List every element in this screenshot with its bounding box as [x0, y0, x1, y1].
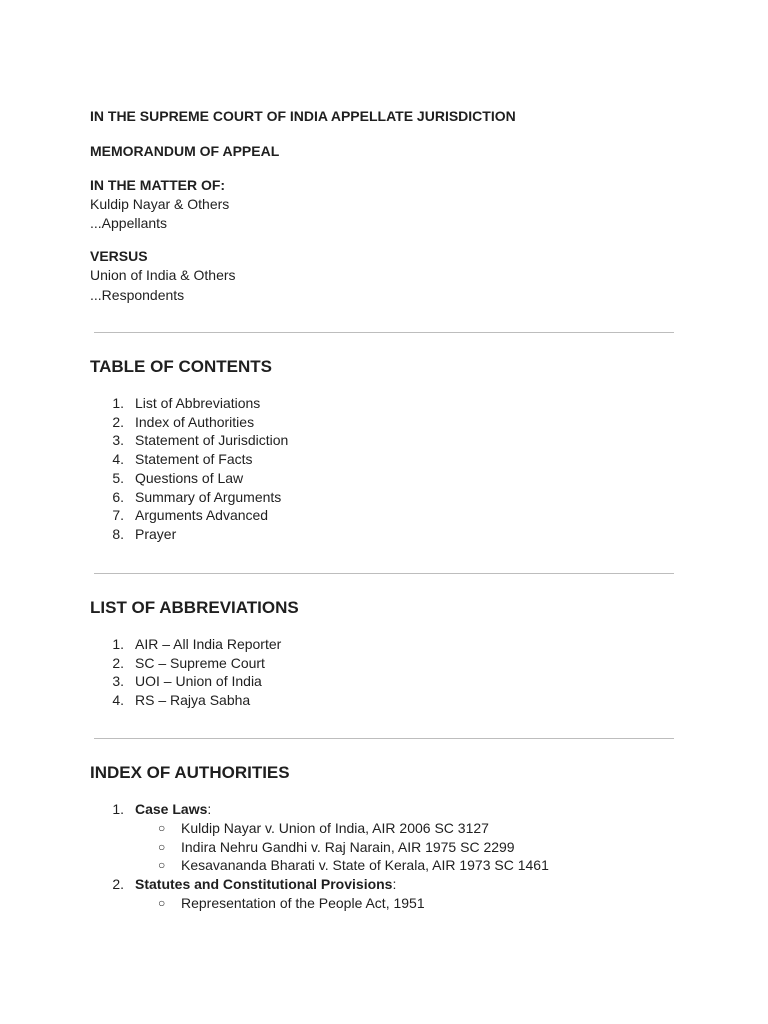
toc-number: 8.: [112, 525, 124, 542]
court-heading: IN THE SUPREME COURT OF INDIA APPELLATE JURISDICTION: [90, 108, 516, 124]
appellants-role: ...Appellants: [90, 215, 168, 231]
authority-group-suffix: :: [207, 801, 212, 817]
bullet-icon: ○: [158, 839, 166, 854]
authority-group-number: 2.: [112, 876, 124, 893]
abbreviation-item: UOI – Union of India: [135, 673, 262, 690]
respondents-name: Union of India & Others: [90, 267, 236, 283]
abbreviation-item: RS – Rajya Sabha: [135, 692, 251, 709]
abbreviation-number: 4.: [112, 692, 124, 709]
toc-number: 4.: [112, 451, 124, 468]
toc-item: List of Abbreviations: [135, 395, 261, 411]
toc-item: Prayer: [135, 525, 177, 542]
matter-label: IN THE MATTER OF:: [90, 177, 226, 193]
toc-number: 7.: [112, 507, 124, 524]
abbreviation-number: 1.: [112, 636, 124, 652]
section-divider: [94, 332, 674, 333]
authority-group-label: Case Laws: [135, 801, 208, 817]
toc-number: 5.: [112, 469, 124, 486]
respondents-role: ...Respondents: [90, 287, 185, 303]
toc-number: 2.: [112, 413, 124, 430]
authority-group-label: Statutes and Constitutional Provisions: [135, 876, 393, 893]
authority-group-suffix: :: [392, 876, 397, 893]
bullet-icon: ○: [158, 820, 166, 835]
authority-group-heading: [135, 875, 396, 894]
bullet-icon: ○: [158, 896, 166, 910]
document-type-heading: MEMORANDUM OF APPEAL: [90, 143, 280, 159]
authority-item: Indira Nehru Gandhi v. Raj Narain, AIR 1975 SC 2299: [181, 838, 515, 855]
section-divider: [94, 738, 674, 739]
toc-number: 1.: [112, 395, 124, 411]
abbreviation-item: SC – Supreme Court: [135, 654, 265, 671]
versus-label: VERSUS: [90, 248, 148, 264]
toc-number: 3.: [112, 432, 124, 449]
appellants-name: Kuldip Nayar & Others: [90, 196, 230, 212]
toc-item: Index of Authorities: [135, 413, 255, 430]
bullet-icon: ○: [158, 858, 166, 873]
toc-title: TABLE OF CONTENTS: [90, 357, 272, 376]
toc-item: Summary of Arguments: [135, 488, 282, 505]
toc-item: Questions of Law: [135, 469, 244, 486]
abbreviation-number: 2.: [112, 654, 124, 671]
authority-group-number: 1.: [112, 801, 124, 817]
toc-number: 6.: [112, 488, 124, 505]
abbreviations-title: LIST OF ABBREVIATIONS: [90, 598, 299, 617]
toc-item: Statement of Jurisdiction: [135, 432, 289, 449]
toc-item: Arguments Advanced: [135, 507, 269, 524]
authority-item: Kesavananda Bharati v. State of Kerala, AIR 1973 SC 1461: [181, 857, 549, 874]
authority-item: Representation of the People Act, 1951: [181, 895, 425, 911]
authority-group-heading: [135, 800, 211, 819]
authority-item: Kuldip Nayar v. Union of India, AIR 2006 SC 3127: [181, 819, 489, 836]
toc-item: Statement of Facts: [135, 451, 253, 468]
section-divider: [94, 573, 674, 574]
authorities-title: INDEX OF AUTHORITIES: [90, 763, 290, 782]
abbreviation-item: AIR – All India Reporter: [135, 636, 282, 652]
abbreviation-number: 3.: [112, 673, 124, 690]
